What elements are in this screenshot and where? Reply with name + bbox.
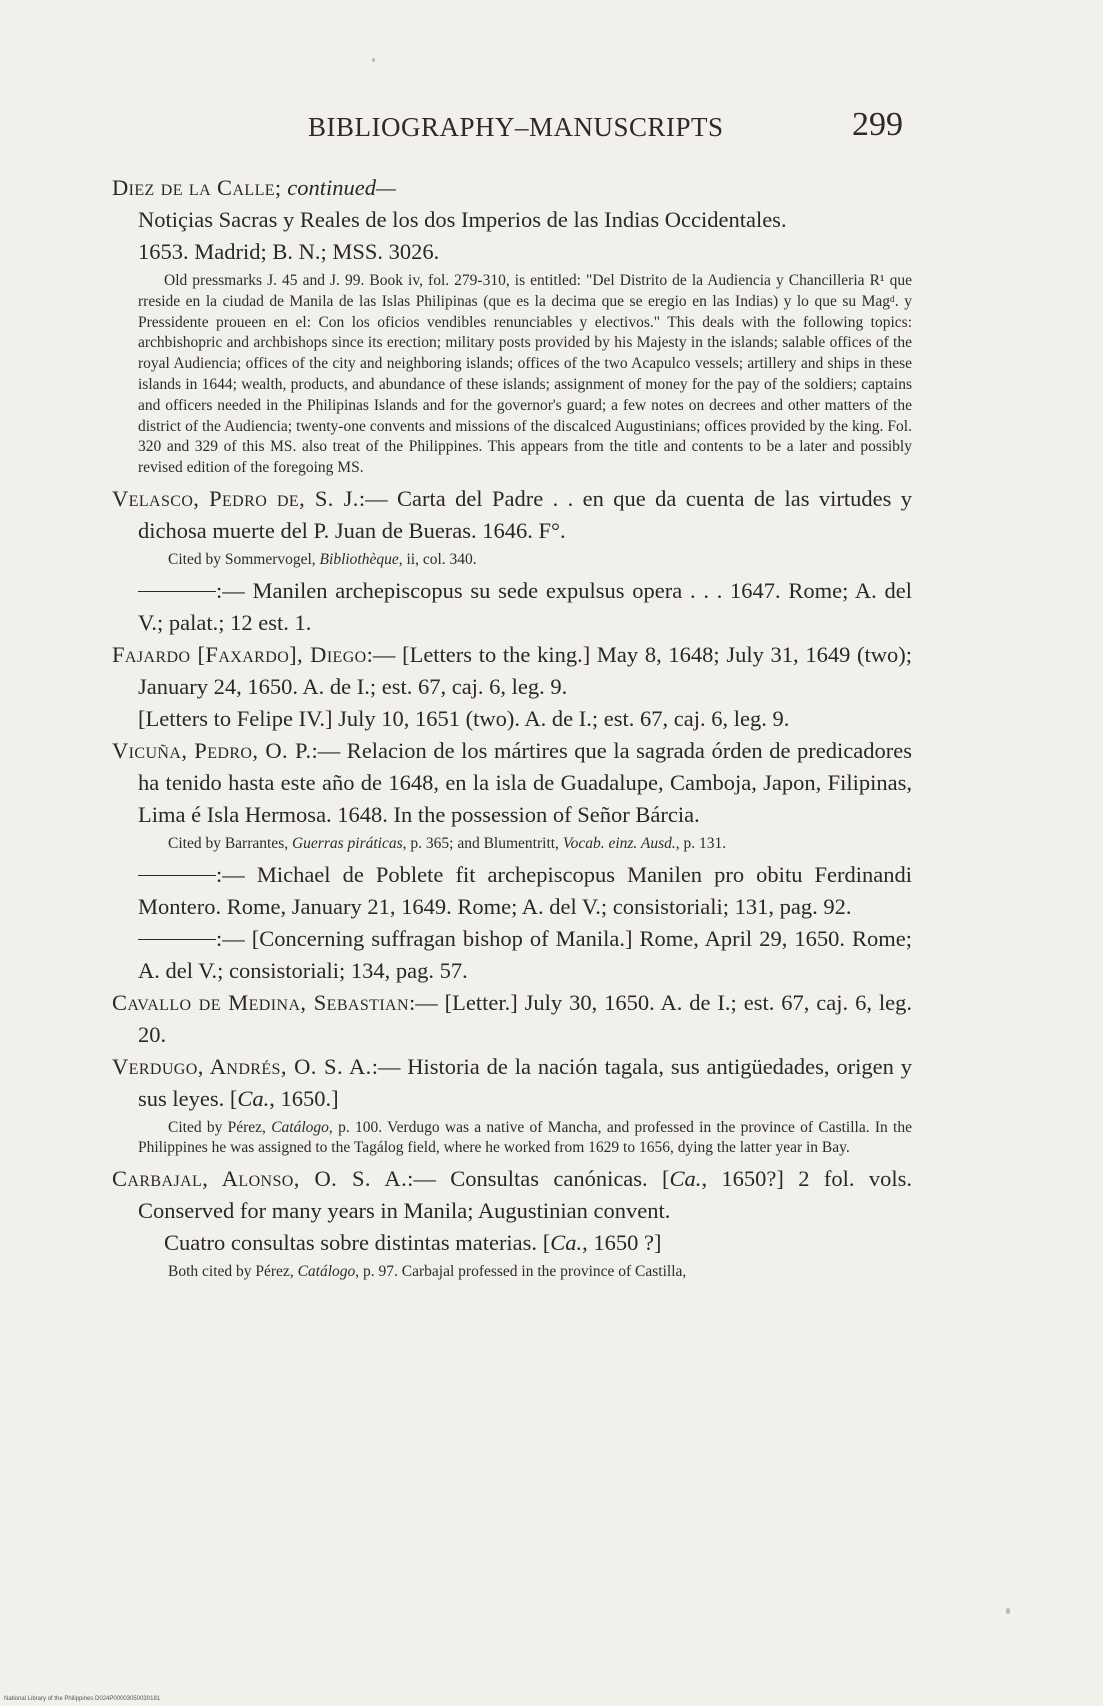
entry-text: :— Michael de Poblete fit archepiscopus Manilen pro obitu Ferdinandi Montero. Rome, January 21, 1649. Rome; A. del V.; consistoriali; 131, pag. 92. xyxy=(138,861,912,919)
author-name: Verdugo, Andrés, O. S. A. xyxy=(112,1053,372,1079)
running-head: BIBLIOGRAPHY–MANUSCRIPTS xyxy=(308,112,724,142)
entry-vicuna xyxy=(112,735,912,831)
author-name: Carbajal, Alonso, O. S. A. xyxy=(112,1166,408,1192)
entry-text: :— [Letter.] July 30, 1650. A. de I.; est. 67, caj. 6, leg. 20. xyxy=(138,989,912,1047)
entry-title-line: Notiçias Sacras y Reales de los dos Imperios de las Indias Occidentales. xyxy=(138,207,787,232)
entry-note: Old pressmarks J. 45 and J. 99. Book iv, fol. 279-310, is entitled: "Del Distrito de la Audiencia y Chancilleria R¹ que rreside en la ciudad de Manila de las Islas Philipinas (que es la decima que se eregio en las Indias) y lo que su Magᵈ. y Pressidente proueen en el: Con los oficios vendibles renunciables y electivos." This deals with the following topics: archbishopric and archbishops since its erection; military posts provided by his Majesty in the islands; salable offices of the royal Audiencia; offices of the city and neighboring islands; offices of the two Acapulco vessels; artillery and ships in these islands in 1644; wealth, products, and abundance of these islands; assignment of money for the pay of the soldiers; captains and officers needed in the Philipinas Islands and for the governor's guard; a few notes on decrees and other matters of the district of the Audiencia; twenty-one convents and missions of the discalced Augustinians; offices provided by the king. Fol. 320 and 329 of this MS. also treat of the Philippines. This appears from the title and contents to be a later and possibly revised edition of the foregoing MS. xyxy=(138,272,912,477)
entry-text: :— Historia de la nación tagala, sus antigüedades, origen y sus leyes. xyxy=(138,1053,912,1111)
citation-note: Both cited by Pérez, Catálogo, p. 97. Carbajal professed in the province of Castilla, xyxy=(168,1263,687,1281)
entry-text: :— [Letters to the king.] May 8, 1648; July 31, 1649 (two); January 24, 1650. A. de I.; est. 67, caj. 6, leg. 9. xyxy=(138,641,912,699)
continued-label: continued— xyxy=(287,175,396,200)
citation-note: Cited by Pérez, Catálogo, p. 100. Verdugo was a native of Mancha, and professed in the province of Castilla. In the Philippines he was assigned to the Tagálog field, where he worked from 1629 to 1656, dying the latter year in Bay. xyxy=(138,1118,912,1157)
ditto-dash xyxy=(138,591,216,592)
entry-ditto-manilen xyxy=(112,575,912,639)
author-name: Fajardo [Faxardo], Diego xyxy=(112,641,367,667)
citation-note: Cited by Sommervogel, Bibliothèque, ii, col. 340. xyxy=(168,550,477,568)
entry-imprint-line: 1653. Madrid; B. N.; MSS. 3026. xyxy=(138,239,440,264)
page-header xyxy=(0,106,1103,152)
author-name: Cavallo de Medina, Sebastian xyxy=(112,989,409,1015)
entry-velasco xyxy=(112,483,912,547)
entry-text: :— [Concerning suffragan bishop of Manila.] Rome, April 29, 1650. Rome; A. del V.; consistoriali; 134, pag. 57. xyxy=(138,925,912,983)
footer-mark: National Library of the Philippines D024P00003050030181 xyxy=(4,1696,161,1702)
entry-ditto-poblete xyxy=(112,859,912,923)
paper-speck xyxy=(372,58,375,62)
entry-ditto-suffragan xyxy=(112,923,912,987)
author-name: Velasco, Pedro de, S. J. xyxy=(112,485,359,511)
entry-text: :— Carta del Padre . . en que da cuenta de las virtudes y dichosa muerte del P. Juan de Bueras. 1646. F°. xyxy=(138,485,912,543)
author-name: Vicuña, Pedro, O. P. xyxy=(112,737,312,763)
ditto-dash xyxy=(138,875,216,876)
page-number: 299 xyxy=(852,106,903,143)
entry-text: :— Relacion de los mártires que la sagrada órden de predicadores ha tenido hasta este año de 1648, en la isla de Guadalupe, Camboja, Japon, Filipinas, Lima é Isla Hermosa. 1648. In the possession of Señor Bárcia. xyxy=(138,737,913,827)
ditto-dash xyxy=(138,939,216,940)
citation-note: Cited by Barrantes, Guerras piráticas, p. 365; and Blumentritt, Vocab. einz. Ausd., p. 131. xyxy=(168,834,727,852)
entry-cavallo xyxy=(112,987,912,1051)
author-name: Diez de la Calle; xyxy=(112,175,282,200)
entry-fajardo xyxy=(112,639,912,703)
entry-text: :— Manilen archepiscopus su sede expulsus opera . . . 1647. Rome; A. del V.; palat.; 12 est. 1. xyxy=(138,577,912,635)
entry-carbajal-continued: Cuatro consultas sobre distintas materias. [Ca., 1650 ?] xyxy=(164,1230,662,1256)
page-body xyxy=(112,172,912,1287)
entry-fajardo-continued: [Letters to Felipe IV.] July 10, 1651 (two). A. de I.; est. 67, caj. 6, leg. 9. xyxy=(138,705,790,731)
entry-carbajal: Carbajal, Alonso, O. S. A.:— Consultas canónicas. [Ca., 1650?] 2 fol. vols. Conserved for many years in Manila; Augustinian convent. xyxy=(112,1166,912,1224)
entry-verdugo: Verdugo, Andrés, O. S. A.:— Historia de la nación tagala, sus antigüedades, origen y sus leyes. [Ca., 1650.] xyxy=(112,1053,912,1111)
entry-diez-de-la-calle-heading xyxy=(112,172,912,204)
paper-speck xyxy=(1006,1608,1010,1614)
